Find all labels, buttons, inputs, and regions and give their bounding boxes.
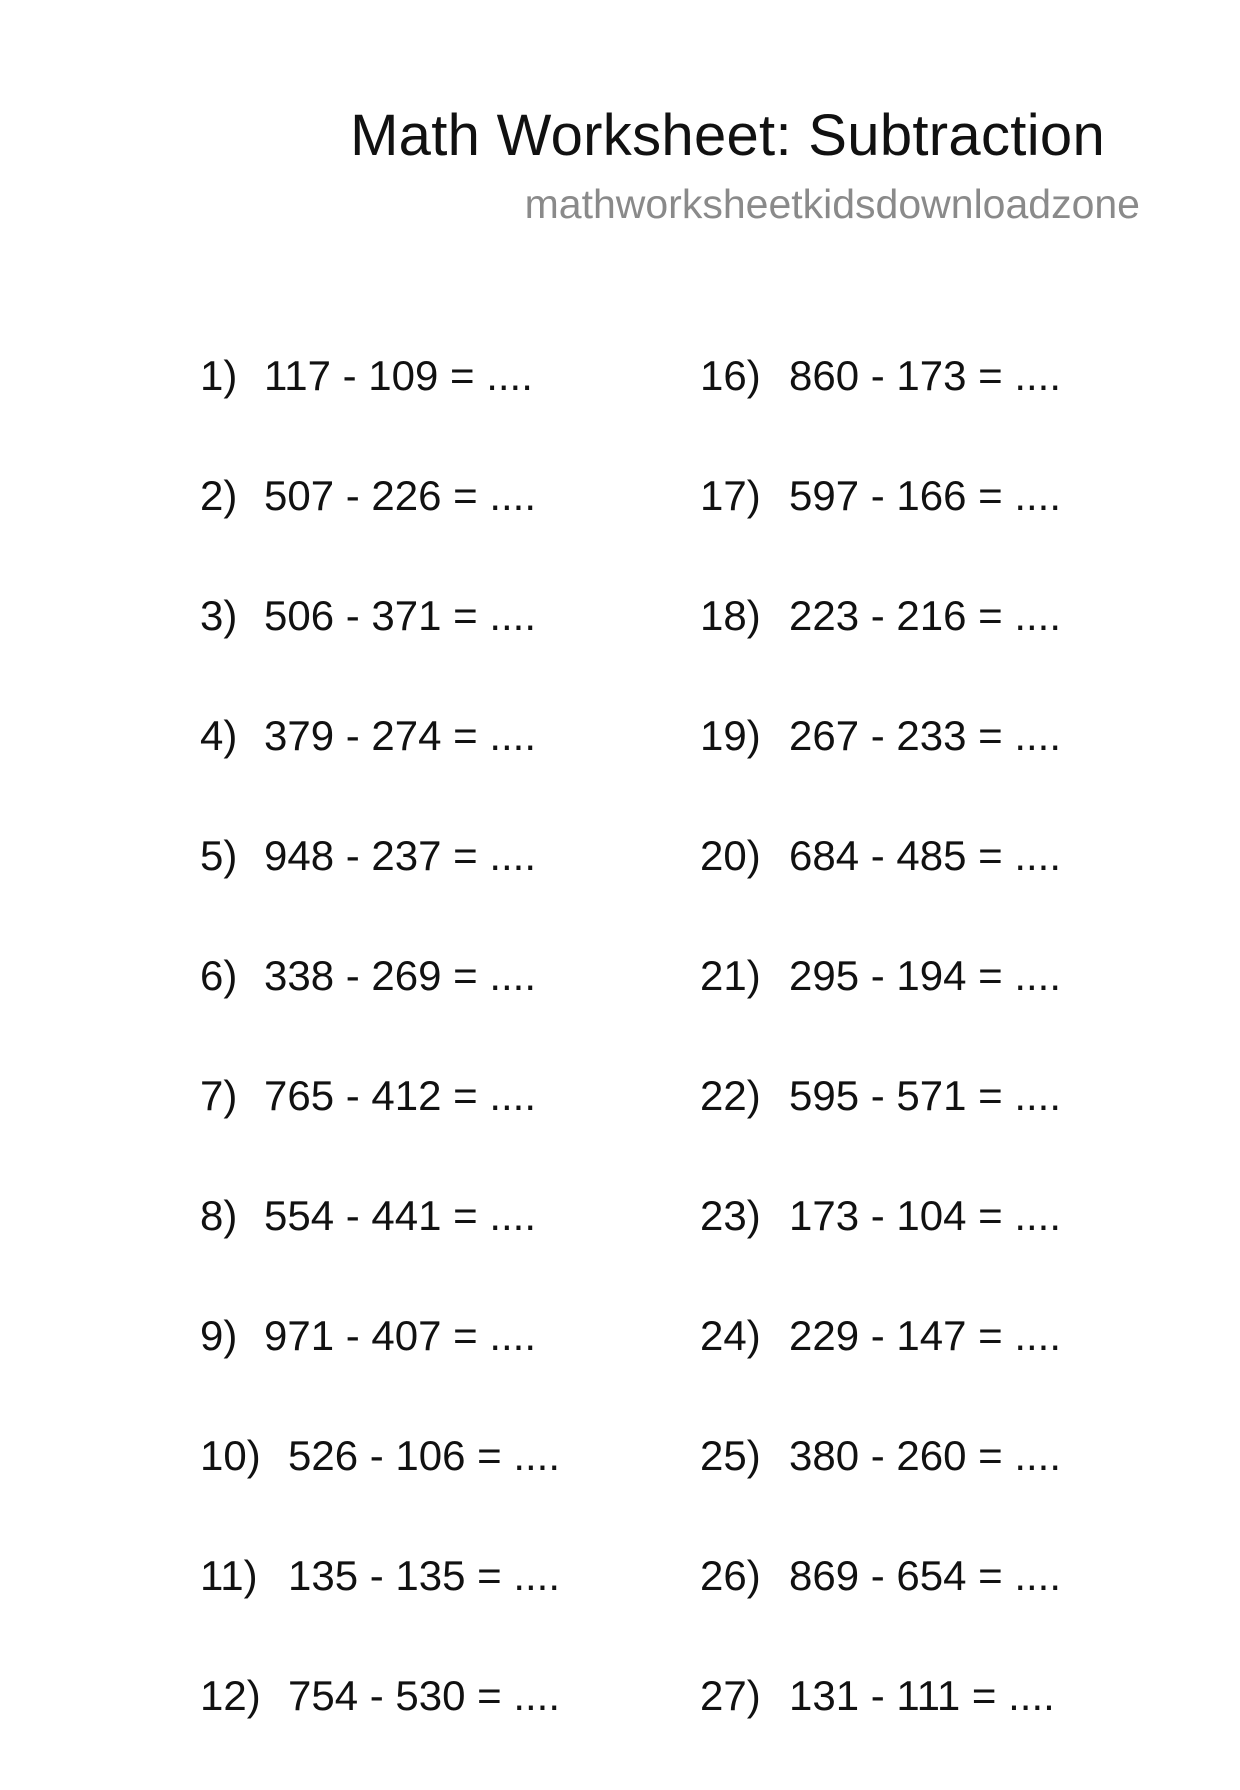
- problem-item: [200, 1070, 560, 1190]
- problem-number: 6): [200, 952, 238, 999]
- problem-number: 19): [700, 712, 761, 759]
- problem-expression: 754 - 530 = ....: [288, 1672, 561, 1719]
- problem-item: [700, 470, 1061, 590]
- problem-expression: 229 - 147 = ....: [789, 1312, 1062, 1359]
- problem-expression: 267 - 233 = ....: [789, 712, 1062, 759]
- problem-expression: 869 - 654 = ....: [789, 1552, 1062, 1599]
- problem-item: [200, 1190, 560, 1310]
- problem-expression: 765 - 412 = ....: [264, 1072, 537, 1119]
- problem-expression: 135 - 135 = ....: [288, 1552, 561, 1599]
- problem-item: [700, 1190, 1061, 1310]
- problem-item: [700, 830, 1061, 950]
- problem-number: 4): [200, 712, 238, 759]
- problem-number: 1): [200, 352, 238, 399]
- problem-item: [700, 350, 1061, 470]
- problem-expression: 684 - 485 = ....: [789, 832, 1062, 879]
- problem-item: [200, 1310, 560, 1430]
- problem-item: [700, 1670, 1061, 1790]
- problem-item: [700, 1310, 1061, 1430]
- problem-number: 8): [200, 1192, 238, 1239]
- problem-item: [700, 710, 1061, 830]
- problem-number: 27): [700, 1672, 761, 1719]
- problem-expression: 554 - 441 = ....: [264, 1192, 537, 1239]
- problem-number: 3): [200, 592, 238, 639]
- problem-item: [200, 710, 560, 830]
- problem-number: 5): [200, 832, 238, 879]
- problem-number: 2): [200, 472, 238, 519]
- problem-number: 12): [200, 1672, 261, 1719]
- problem-item: [700, 1550, 1061, 1670]
- problem-expression: 860 - 173 = ....: [789, 352, 1062, 399]
- problem-expression: 507 - 226 = ....: [264, 472, 537, 519]
- problem-item: [700, 950, 1061, 1070]
- problem-number: 25): [700, 1432, 761, 1479]
- problem-number: 17): [700, 472, 761, 519]
- problem-item: [700, 1070, 1061, 1190]
- problem-item: [200, 830, 560, 950]
- problem-expression: 971 - 407 = ....: [264, 1312, 537, 1359]
- problem-expression: 506 - 371 = ....: [264, 592, 537, 639]
- page-subtitle: mathworksheetkidsdownloadzone: [524, 181, 1140, 227]
- problem-expression: 526 - 106 = ....: [288, 1432, 561, 1479]
- problem-number: 10): [200, 1432, 261, 1479]
- problem-number: 7): [200, 1072, 238, 1119]
- problem-expression: 223 - 216 = ....: [789, 592, 1062, 639]
- problem-item: [200, 1430, 560, 1550]
- problem-number: 16): [700, 352, 761, 399]
- problem-expression: 117 - 109 = ....: [264, 352, 533, 399]
- problem-number: 24): [700, 1312, 761, 1359]
- problem-number: 22): [700, 1072, 761, 1119]
- problem-expression: 948 - 237 = ....: [264, 832, 537, 879]
- problem-number: 26): [700, 1552, 761, 1599]
- problem-expression: 131 - 111 = ....: [789, 1672, 1055, 1719]
- problem-item: [200, 590, 560, 710]
- problem-item: [200, 350, 560, 470]
- problem-column-right: [700, 350, 1061, 1790]
- problem-number: 11): [200, 1552, 258, 1599]
- problem-item: [700, 1430, 1061, 1550]
- problem-expression: 597 - 166 = ....: [789, 472, 1062, 519]
- problem-number: 9): [200, 1312, 238, 1359]
- problem-number: 21): [700, 952, 761, 999]
- problem-expression: 295 - 194 = ....: [789, 952, 1062, 999]
- problem-expression: 595 - 571 = ....: [789, 1072, 1062, 1119]
- page-title: Math Worksheet: Subtraction: [350, 103, 1105, 168]
- problem-item: [200, 470, 560, 590]
- problem-expression: 379 - 274 = ....: [264, 712, 537, 759]
- problem-item: [200, 1550, 560, 1670]
- problem-expression: 338 - 269 = ....: [264, 952, 537, 999]
- problem-expression: 173 - 104 = ....: [789, 1192, 1062, 1239]
- problem-number: 20): [700, 832, 761, 879]
- problem-item: [200, 950, 560, 1070]
- problem-number: 18): [700, 592, 761, 639]
- problem-column-left: [200, 350, 560, 1790]
- worksheet-header: [350, 100, 1140, 230]
- problem-item: [700, 590, 1061, 710]
- problem-grid: [0, 350, 1240, 1750]
- problem-item: [200, 1670, 560, 1790]
- problem-expression: 380 - 260 = ....: [789, 1432, 1062, 1479]
- problem-number: 23): [700, 1192, 761, 1239]
